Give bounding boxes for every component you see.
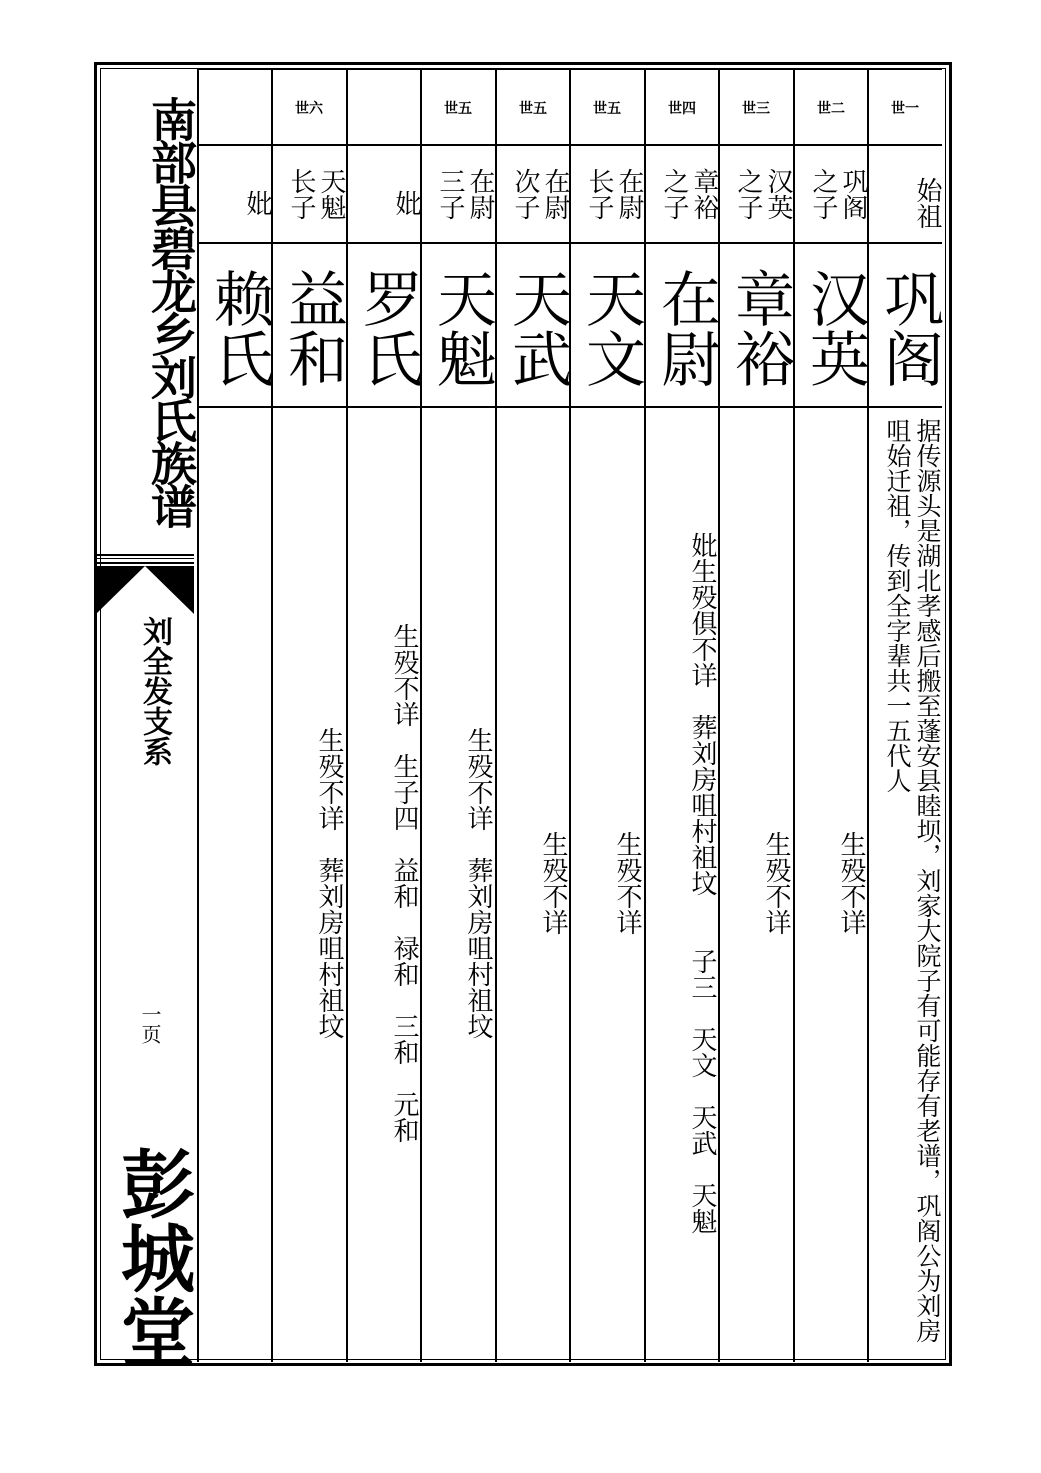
genealogy-table	[197, 68, 942, 1362]
person-note: 生殁不详	[538, 831, 568, 935]
spine	[96, 68, 198, 1368]
page-number: 一页	[138, 1004, 162, 1044]
generation-label: 世六	[295, 101, 323, 117]
person-note: 生殁不详 葬刘房咀村祖坟	[463, 727, 493, 1039]
relation-label: 在尉次子	[510, 168, 570, 220]
relation-label: 始祖	[912, 177, 942, 229]
person-name: 益和	[278, 268, 348, 388]
relation-label: 汉英之子	[733, 168, 793, 220]
generation-column	[570, 68, 644, 1362]
person-note: 生殁不详	[612, 831, 642, 935]
person-name: 天文	[576, 268, 646, 388]
generation-column	[347, 68, 421, 1362]
generation-column	[421, 68, 495, 1362]
generation-label: 世五	[519, 101, 547, 117]
genealogy-title: 南部县碧龙乡刘氏族谱	[144, 96, 198, 526]
generation-label: 世四	[668, 101, 696, 117]
generation-label: 世五	[444, 101, 472, 117]
person-name: 汉英	[800, 268, 870, 388]
person-name: 赖氏	[204, 268, 274, 388]
hall-name: 彭城堂	[109, 1146, 195, 1368]
fishtail-ornament	[96, 566, 194, 618]
generation-column	[794, 68, 868, 1362]
generation-label: 世一	[891, 101, 919, 117]
person-note: 生殁不详	[761, 831, 791, 935]
person-note: 据传源头是湖北孝感后搬至蓬安县睦坝，刘家大院子有可能存有老谱，巩阁公为刘房咀始迁祖，传到全字辈共一五代人	[883, 418, 942, 1343]
person-name: 天魁	[427, 268, 497, 388]
generation-label: 世二	[817, 101, 845, 117]
generation-column	[719, 68, 793, 1362]
person-note	[198, 418, 272, 1348]
person-name: 罗氏	[353, 268, 423, 388]
relation-label: 妣	[242, 190, 272, 216]
generation-column	[198, 68, 272, 1362]
relation-label: 巩阁之子	[808, 168, 868, 220]
person-note: 妣生殁俱不详 葬刘房咀村祖坟 子三 天文 天武 天魁	[687, 532, 717, 1234]
generation-label: 世五	[593, 101, 621, 117]
branch-label: 刘全发支系	[137, 616, 172, 766]
spine-divider	[96, 554, 194, 564]
person-name: 章裕	[725, 268, 795, 388]
person-note: 生殁不详 葬刘房咀村祖坟	[314, 727, 344, 1039]
generation-column	[272, 68, 346, 1362]
person-note: 生殁不详 生子四 益和 禄和 三和 元和	[389, 623, 419, 1143]
relation-label: 章裕之子	[659, 168, 719, 220]
relation-label: 妣	[391, 190, 421, 216]
person-name: 天武	[502, 268, 572, 388]
relation-label: 在尉三子	[435, 168, 495, 220]
person-name: 巩阁	[874, 268, 944, 388]
generation-column	[496, 68, 570, 1362]
relation-label: 在尉长子	[584, 168, 644, 220]
person-name: 在尉	[651, 268, 721, 388]
generation-label: 世三	[742, 101, 770, 117]
generation-column	[868, 68, 942, 1362]
relation-label: 天魁长子	[286, 168, 346, 220]
person-note: 生殁不详	[836, 831, 866, 935]
generation-column	[645, 68, 719, 1362]
